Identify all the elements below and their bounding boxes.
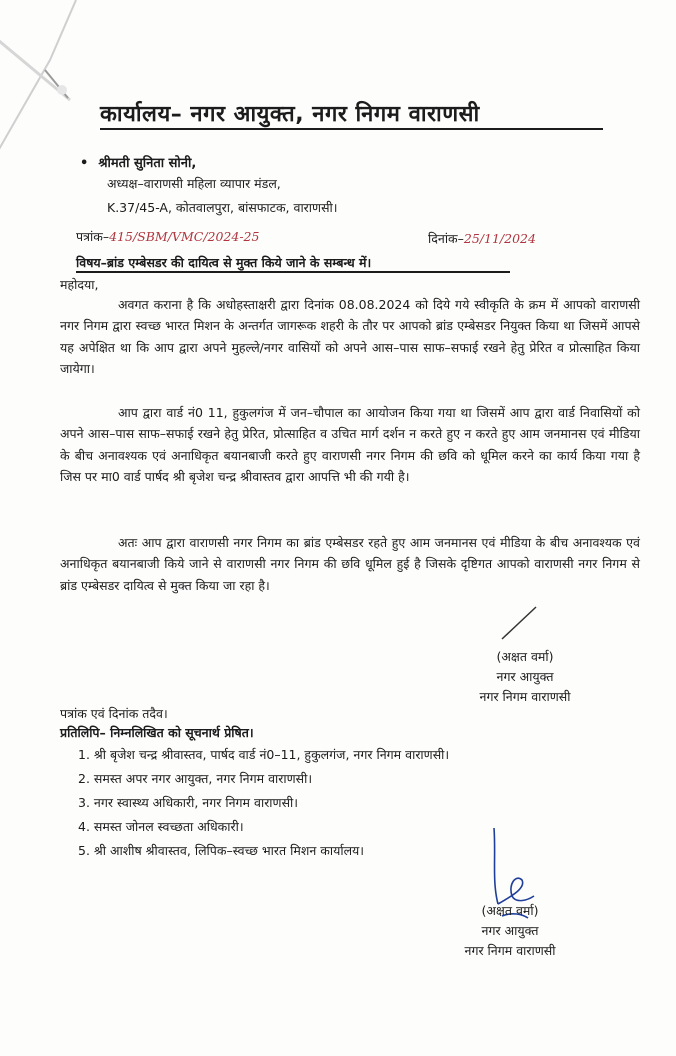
body-paragraph-2-text: आप द्वारा वार्ड नं0 11, हुकुलगंज में जन–चौपाल का आयोजन किया गया था जिसमें आप द्वारा वार्ड निवासियों को अपने आस–पास साफ–सफाई रखने हेतु प्रेरित, प्रोत्साहित व उचित मार्ग दर्शन न करते हुए न करते हुए आम जनमानस एवं मीडिया के बीच अनावश्यक एवं अनाधिकृत बयानबाजी करते हुए वाराणसी नगर निगम की छवि को धूमिल करने का कार्य किया गया है जिस पर मा0 वार्ड पार्षद श्री बृजेश चन्द्र श्रीवास्तव द्वारा आपत्ति भी की गयी है। — [60, 405, 640, 484]
paper-crease-decoration — [0, 0, 130, 170]
patrank-value: 415/SBM/VMC/2024-25 — [109, 229, 260, 244]
signature-stroke — [500, 605, 540, 641]
letterhead-title: कार्यालय– नगर आयुक्त, नगर निगम वाराणसी — [100, 102, 480, 127]
addressee-name — [80, 153, 196, 171]
signatory-name: (अक्षत वर्मा) — [496, 649, 554, 664]
body-paragraph-1 — [60, 294, 640, 379]
date-label: दिनांक– — [428, 231, 464, 246]
body-paragraph-3 — [60, 532, 640, 596]
date-value: 25/11/2024 — [463, 231, 536, 246]
reference-number — [76, 228, 259, 245]
addressee-designation: अध्यक्ष–वाराणसी महिला व्यापार मंडल, — [107, 176, 281, 191]
copy-list-item: 1. श्री बृजेश चन्द्र श्रीवास्तव, पार्षद वार्ड नं0–11, हुकुलगंज, नगर निगम वाराणसी। — [78, 747, 450, 762]
subject-underline — [76, 271, 510, 273]
copy-heading: प्रतिलिपि– निम्नलिखित को सूचनार्थ प्रेषित। — [60, 725, 254, 740]
addressee-name-text: श्रीमती सुनिता सोनी, — [98, 156, 197, 171]
body-paragraph-2 — [60, 402, 640, 487]
salutation: महोदया, — [60, 277, 99, 292]
bullet-icon: • — [80, 156, 89, 171]
letter-subject: विषय–ब्रांड एम्बेसडर की दायित्व से मुक्त किये जाने के सम्बन्ध में। — [76, 255, 372, 270]
body-paragraph-1-text: अवगत कराना है कि अधोहस्ताक्षरी द्वारा दिनांक 08.08.2024 को दिये गये स्वीकृति के क्रम में आपको वाराणसी नगर निगम द्वारा स्वच्छ भारत मिशन के अन्तर्गत जागरूक शहरी के तौर पर आपको ब्रांड एम्बेसडर नियुक्त किया था जिसमें आपसे यह अपेक्षित था कि आप द्वारा अपने मुहल्ले/नगर वासियों को अपने आस–पास साफ–सफाई रखने हेतु प्रेरित व प्रोत्साहित किया जायेगा। — [60, 297, 640, 376]
copy-list-item: 4. समस्त जोनल स्वच्छता अधिकारी। — [78, 819, 244, 834]
letterhead-underline — [100, 128, 603, 130]
reference-date — [428, 230, 536, 247]
signatory-title-2: नगर आयुक्त — [481, 923, 539, 938]
patrank-label: पत्रांक– — [76, 229, 110, 244]
addressee-address: K.37/45-A, कोतवालपुरा, बांसफाटक, वाराणसी। — [107, 200, 338, 215]
signatory-name-2: (अक्षत वर्मा) — [481, 903, 539, 918]
copy-list-item: 5. श्री आशीष श्रीवास्तव, लिपिक–स्वच्छ भारत मिशन कार्यालय। — [78, 843, 365, 858]
copy-list-item: 2. समस्त अपर नगर आयुक्त, नगर निगम वाराणसी। — [78, 771, 313, 786]
copy-reference-line: पत्रांक एवं दिनांक तदैव। — [60, 706, 168, 721]
body-paragraph-3-text: अतः आप द्वारा वाराणसी नगर निगम का ब्रांड एम्बेसडर रहते हुए आम जनमानस एवं मीडिया के बीच अनावश्यक एवं अनाधिकृत बयानबाजी किये जाने से वाराणसी नगर निगम की छवि धूमिल हुई है जिसके दृष्टिगत आपको वाराणसी नगर निगम से ब्रांड एम्बेसडर दायित्व से मुक्त किया जा रहा है। — [60, 535, 640, 593]
signatory-title: नगर आयुक्त — [496, 669, 554, 684]
copy-list-item: 3. नगर स्वास्थ्य अधिकारी, नगर निगम वाराणसी। — [78, 795, 299, 810]
signatory-office-2: नगर निगम वाराणसी — [464, 943, 556, 958]
signatory-office: नगर निगम वाराणसी — [479, 689, 571, 704]
